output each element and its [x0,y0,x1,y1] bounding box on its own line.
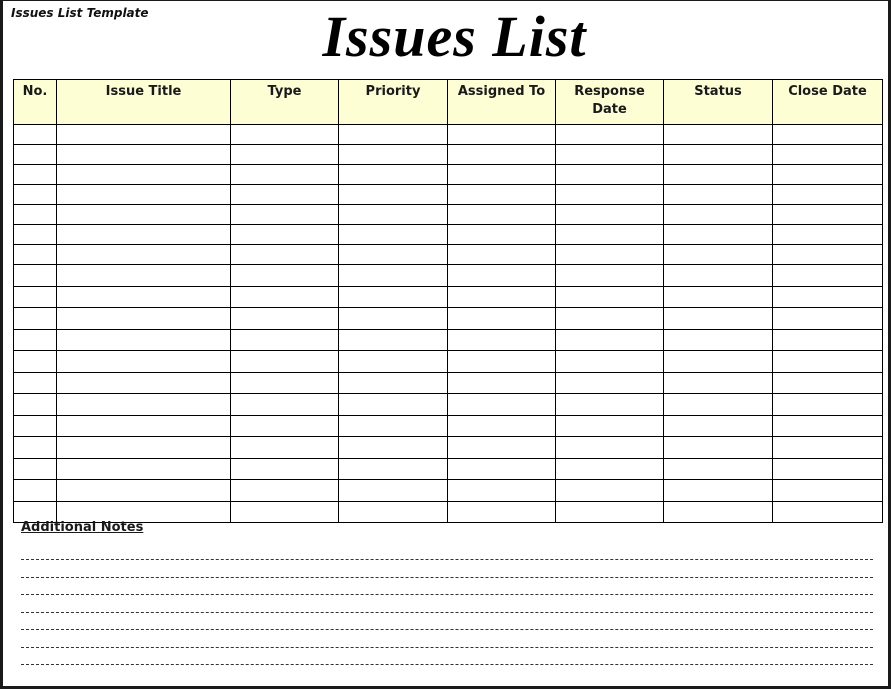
table-cell[interactable] [664,372,773,394]
table-cell[interactable] [339,329,448,351]
table-cell[interactable] [773,245,883,265]
table-cell[interactable] [448,437,556,459]
table-cell[interactable] [664,185,773,205]
table-cell[interactable] [664,308,773,330]
table-cell[interactable] [448,394,556,416]
table-cell[interactable] [664,286,773,308]
table-cell[interactable] [664,145,773,165]
table-cell[interactable] [339,415,448,437]
table-cell[interactable] [448,286,556,308]
table-cell[interactable] [339,265,448,287]
table-cell[interactable] [556,437,664,459]
table-cell[interactable] [14,329,57,351]
table-cell[interactable] [57,372,231,394]
table-cell[interactable] [556,205,664,225]
table-cell[interactable] [773,165,883,185]
table-cell[interactable] [231,145,339,165]
table-cell[interactable] [556,351,664,373]
table-cell[interactable] [14,205,57,225]
table-cell[interactable] [231,185,339,205]
table-cell[interactable] [773,501,883,523]
table-cell[interactable] [556,329,664,351]
table-cell[interactable] [14,437,57,459]
additional-notes-label: Additional Notes [21,520,144,535]
note-line[interactable] [21,559,873,560]
issues-table-body [14,125,883,523]
table-cell[interactable] [57,205,231,225]
table-cell[interactable] [664,437,773,459]
table-cell[interactable] [773,265,883,287]
table-cell[interactable] [556,145,664,165]
table-cell[interactable] [556,265,664,287]
table-cell[interactable] [556,225,664,245]
table-cell[interactable] [231,265,339,287]
table-cell[interactable] [339,145,448,165]
table-cell[interactable] [231,458,339,480]
table-row [14,245,883,265]
table-cell[interactable] [448,265,556,287]
table-cell[interactable] [664,225,773,245]
table-cell[interactable] [773,480,883,502]
table-row [14,205,883,225]
column-header-type: Type [231,80,339,125]
table-cell[interactable] [773,125,883,145]
table-cell[interactable] [57,225,231,245]
table-cell[interactable] [773,437,883,459]
table-cell[interactable] [339,185,448,205]
table-cell[interactable] [339,286,448,308]
table-cell[interactable] [664,480,773,502]
table-cell[interactable] [556,185,664,205]
table-cell[interactable] [339,394,448,416]
table-cell[interactable] [664,351,773,373]
table-cell[interactable] [773,145,883,165]
table-cell[interactable] [339,308,448,330]
note-line[interactable] [21,577,873,578]
table-cell[interactable] [57,480,231,502]
table-cell[interactable] [556,372,664,394]
table-cell[interactable] [448,480,556,502]
table-row [14,145,883,165]
table-cell[interactable] [231,351,339,373]
column-header-priority: Priority [339,80,448,125]
table-row [14,480,883,502]
table-cell[interactable] [773,394,883,416]
note-line[interactable] [21,594,873,595]
table-cell[interactable] [664,329,773,351]
table-cell[interactable] [664,415,773,437]
table-cell[interactable] [57,351,231,373]
table-cell[interactable] [231,205,339,225]
table-cell[interactable] [57,185,231,205]
table-cell[interactable] [231,437,339,459]
table-cell[interactable] [14,458,57,480]
table-cell[interactable] [556,458,664,480]
table-cell[interactable] [14,394,57,416]
table-cell[interactable] [773,286,883,308]
table-cell[interactable] [773,225,883,245]
column-header-assigned-to: Assigned To [448,80,556,125]
note-line[interactable] [21,629,873,630]
table-row [14,308,883,330]
table-cell[interactable] [556,308,664,330]
page-title: Issues List [322,4,587,69]
table-cell[interactable] [231,286,339,308]
issues-table [13,79,883,523]
table-cell[interactable] [664,125,773,145]
table-cell[interactable] [231,225,339,245]
table-cell[interactable] [339,125,448,145]
table-cell[interactable] [231,394,339,416]
table-cell[interactable] [57,245,231,265]
table-cell[interactable] [57,329,231,351]
table-cell[interactable] [339,225,448,245]
table-cell[interactable] [448,501,556,523]
table-cell[interactable] [14,308,57,330]
table-row [14,394,883,416]
table-cell[interactable] [664,205,773,225]
table-row [14,286,883,308]
table-cell[interactable] [556,480,664,502]
table-row [14,372,883,394]
table-cell[interactable] [231,125,339,145]
table-cell[interactable] [57,415,231,437]
table-cell[interactable] [14,372,57,394]
column-header-status: Status [664,80,773,125]
table-cell[interactable] [14,351,57,373]
table-cell[interactable] [448,372,556,394]
table-row [14,125,883,145]
table-cell[interactable] [448,245,556,265]
table-cell[interactable] [773,351,883,373]
table-cell[interactable] [448,329,556,351]
table-cell[interactable] [448,165,556,185]
table-cell[interactable] [57,458,231,480]
table-cell[interactable] [14,245,57,265]
table-cell[interactable] [448,458,556,480]
table-cell[interactable] [231,245,339,265]
table-cell[interactable] [14,415,57,437]
table-cell[interactable] [448,145,556,165]
table-cell[interactable] [57,394,231,416]
table-cell[interactable] [231,329,339,351]
table-cell[interactable] [448,225,556,245]
table-row [14,437,883,459]
table-row [14,351,883,373]
table-cell[interactable] [773,308,883,330]
table-row [14,265,883,287]
table-cell[interactable] [14,165,57,185]
table-cell[interactable] [57,308,231,330]
table-cell[interactable] [231,480,339,502]
table-row [14,329,883,351]
table-cell[interactable] [448,415,556,437]
table-cell[interactable] [773,415,883,437]
table-cell[interactable] [664,165,773,185]
table-cell[interactable] [448,125,556,145]
table-cell[interactable] [664,265,773,287]
table-cell[interactable] [556,165,664,185]
table-cell[interactable] [57,165,231,185]
table-cell[interactable] [231,372,339,394]
note-line[interactable] [21,647,873,648]
table-cell[interactable] [339,351,448,373]
column-header-no: No. [14,80,57,125]
table-row [14,185,883,205]
table-cell[interactable] [448,185,556,205]
table-cell[interactable] [14,480,57,502]
note-line[interactable] [21,664,873,665]
table-cell[interactable] [556,245,664,265]
table-row [14,415,883,437]
table-row [14,458,883,480]
table-cell[interactable] [664,394,773,416]
table-cell[interactable] [339,372,448,394]
table-row [14,501,883,523]
column-header-response-date: Response Date [556,80,664,125]
table-cell[interactable] [448,205,556,225]
table-cell[interactable] [231,165,339,185]
table-cell[interactable] [556,501,664,523]
table-cell[interactable] [14,185,57,205]
table-cell[interactable] [57,286,231,308]
table-cell[interactable] [339,437,448,459]
table-cell[interactable] [664,501,773,523]
table-cell[interactable] [773,205,883,225]
column-header-issue-title: Issue Title [57,80,231,125]
table-header-row [14,80,883,125]
table-cell[interactable] [339,245,448,265]
table-cell[interactable] [14,265,57,287]
table-row [14,225,883,245]
table-cell[interactable] [231,501,339,523]
table-cell[interactable] [57,145,231,165]
table-cell[interactable] [339,205,448,225]
table-cell[interactable] [556,286,664,308]
table-cell[interactable] [448,351,556,373]
table-cell[interactable] [664,458,773,480]
table-cell[interactable] [773,329,883,351]
table-cell[interactable] [556,415,664,437]
table-cell[interactable] [773,185,883,205]
table-cell[interactable] [14,225,57,245]
table-cell[interactable] [14,145,57,165]
table-cell[interactable] [57,125,231,145]
table-cell[interactable] [556,125,664,145]
note-line[interactable] [21,612,873,613]
table-cell[interactable] [556,394,664,416]
table-cell[interactable] [14,125,57,145]
table-cell[interactable] [448,308,556,330]
table-cell[interactable] [231,308,339,330]
table-cell[interactable] [664,245,773,265]
table-cell[interactable] [57,437,231,459]
table-cell[interactable] [339,480,448,502]
table-cell[interactable] [57,265,231,287]
template-label: Issues List Template [11,6,149,20]
table-cell[interactable] [773,458,883,480]
column-header-close-date: Close Date [773,80,883,125]
table-cell[interactable] [14,286,57,308]
table-cell[interactable] [339,458,448,480]
table-cell[interactable] [339,165,448,185]
table-cell[interactable] [339,501,448,523]
table-cell[interactable] [773,372,883,394]
table-cell[interactable] [231,415,339,437]
table-row [14,165,883,185]
